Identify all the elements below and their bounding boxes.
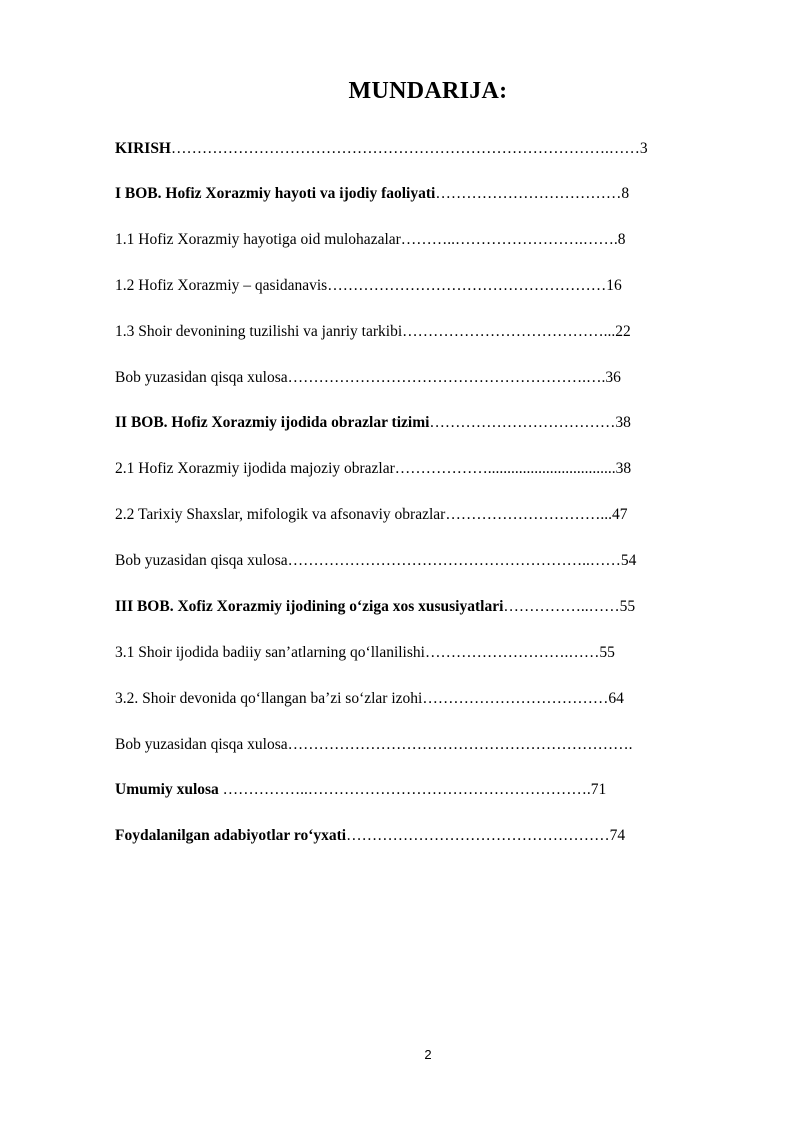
toc-page: 3 (639, 140, 648, 157)
toc-label: II BOB. Hofiz Xorazmiy ijodida obrazlar tizimi (115, 414, 430, 431)
toc-leader: ……………………………… (435, 185, 622, 202)
toc-label: KIRISH (115, 140, 171, 157)
toc-entry-3-2 (115, 689, 624, 709)
toc-label: 2.1 Hofiz Xorazmiy ijodida majoziy obrazlar (115, 460, 395, 477)
toc-leader: …………………………………………………………. (287, 736, 633, 753)
toc-page: 22 (615, 323, 631, 340)
toc-leader: ……………………………… (422, 690, 609, 707)
toc-page: 16 (606, 277, 622, 294)
toc-label: 2.2 Tarixiy Shaxslar, mifologik va afsonaviy obrazlar (115, 506, 446, 523)
toc-label: 3.2. Shoir devonida qo‘llangan ba’zi so‘zlar izohi (115, 690, 423, 707)
toc-leader: ……………………….…… (424, 644, 600, 661)
toc-page: 38 (615, 414, 631, 431)
toc-entry-chapter-2-summary (115, 551, 636, 571)
page-number: 2 (424, 1047, 432, 1062)
toc-entry-chapter-1-summary (115, 368, 621, 388)
toc-entry-chapter-1 (115, 184, 629, 204)
toc-label: Bob yuzasidan qisqa xulosa (115, 736, 288, 753)
toc-leader: ……………..…… (503, 598, 620, 615)
toc-leader: …………………………………………………..…… (287, 552, 621, 569)
toc-page: 47 (611, 506, 628, 523)
toc-page: 36 (605, 369, 621, 386)
toc-label: Umumiy xulosa (115, 781, 223, 798)
toc-label: Bob yuzasidan qisqa xulosa (115, 552, 288, 569)
toc-entry-2-1 (115, 459, 631, 479)
toc-label: 3.1 Shoir ijodida badiiy san’atlarning qo‘llanilishi (115, 644, 425, 661)
toc-entry-chapter-3 (115, 597, 635, 617)
toc-label: Bob yuzasidan qisqa xulosa (115, 369, 288, 386)
toc-page: 55 (619, 598, 636, 615)
toc-label: 1.2 Hofiz Xorazmiy – qasidanavis (115, 277, 328, 294)
toc-entry-1-1 (115, 230, 626, 250)
toc-page: 8 (617, 231, 626, 248)
toc-leader: ………………………………………………………………………….…… (171, 140, 640, 157)
toc-leader: …………………………... (445, 506, 612, 523)
toc-label: Foydalanilgan adabiyotlar ro‘yxati (115, 827, 347, 844)
toc-label: I BOB. Hofiz Xorazmiy hayoti va ijodiy faoliyati (115, 185, 436, 202)
toc-page: 71 (590, 781, 607, 798)
toc-leader: ……………..………………………………………………. (222, 781, 591, 798)
toc-entry-3-1 (115, 643, 615, 663)
toc-page: 55 (599, 644, 615, 661)
toc-entry-chapter-2 (115, 413, 631, 433)
toc-entry-bibliography (115, 826, 625, 846)
toc-label: 1.1 Hofiz Xorazmiy hayotiga oid mulohazalar (115, 231, 401, 248)
toc-leader: ………………………………………………….…. (287, 369, 606, 386)
toc-entry-chapter-3-summary (115, 735, 633, 755)
toc-leader: ……………………………… (429, 414, 616, 431)
toc-leader: …………………………………... (402, 323, 616, 340)
toc-entry-2-2 (115, 505, 627, 525)
toc-leader: ……………………………………………… (327, 277, 607, 294)
toc-page: 8 (621, 185, 630, 202)
toc-entry-1-2 (115, 276, 622, 296)
toc-leader: ………..…………………….……. (400, 231, 618, 248)
toc-page: 74 (609, 827, 626, 844)
toc-label: III BOB. Xofiz Xorazmiy ijodining o‘ziga xos xususiyatlari (115, 598, 504, 615)
toc-page: 64 (608, 690, 624, 707)
toc-entry-1-3 (115, 322, 631, 342)
toc-leader: …………………………………………… (346, 827, 610, 844)
toc-leader: ………………................................. (394, 460, 616, 477)
toc-entry-conclusion (115, 780, 606, 800)
page-title: MUNDARIJA: (348, 78, 508, 104)
toc-page: 38 (615, 460, 632, 477)
toc-entry-kirish (115, 139, 648, 159)
toc-page: 54 (620, 552, 637, 569)
toc-label: 1.3 Shoir devonining tuzilishi va janriy tarkibi (115, 323, 403, 340)
